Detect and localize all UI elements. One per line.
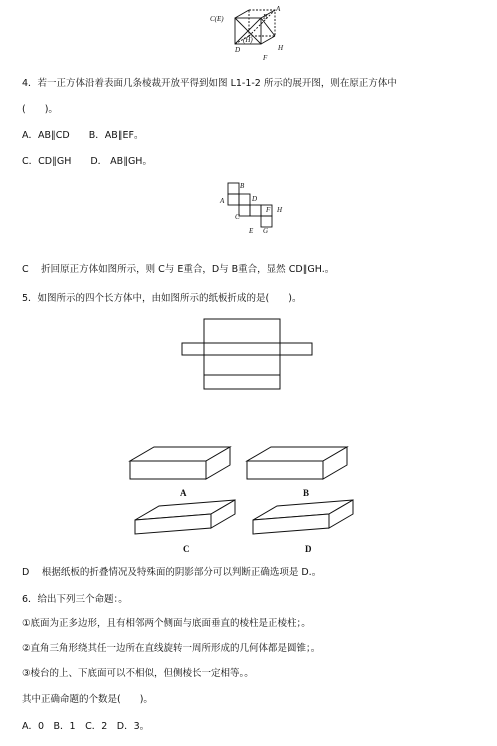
net-label-h: H	[277, 206, 283, 214]
q4-options-row1: A．AB∥CD B．AB∥EF。	[22, 130, 144, 141]
q6-proposition-1: ①底面为正多边形，且有相邻两个侧面与底面垂直的棱柱是正棱柱；。	[22, 618, 311, 629]
q4-line2: ( )。	[22, 104, 58, 115]
q5-answer: D 根据纸板的折叠情况及特殊面的阴影部分可以判断正确选项是 D.。	[22, 567, 322, 578]
q6-options: A．0 B．1 C．2 D．3。	[22, 721, 150, 732]
net-label-c: C	[235, 213, 240, 221]
cube-label-d: D	[235, 46, 241, 54]
q5-question: 5．如图所示的四个长方体中，由如图所示的纸板折成的是( )。	[22, 293, 302, 304]
net-label-f: F	[266, 206, 271, 214]
net-label-d: D	[252, 195, 258, 203]
net-label-b: B	[240, 182, 245, 190]
box-label-c: C	[183, 544, 190, 554]
q6-proposition-2: ②直角三角形绕其任一边所在直线旋转一周所形成的几何体都是圆锥；。	[22, 643, 321, 654]
q4-options-row2: C．CD∥GH D． AB∥GH。	[22, 156, 152, 167]
cube-label-ce: C(E)	[210, 15, 224, 23]
cube-label-f: F	[263, 54, 268, 62]
box-option-b	[243, 441, 355, 499]
net-label-g: G	[263, 227, 269, 235]
box-label-a: A	[180, 488, 187, 498]
q6-ask: 其中正确命题的个数是( )。	[22, 694, 153, 705]
q6-question: 6．给出下列三个命题：。	[22, 594, 128, 605]
q4-line1: 4．若一正方体沿着表面几条棱裁开放平得到如图 L1-1-2 所示的展开图，则在原正方体中	[22, 78, 397, 89]
cube-label-h-paren: (H)	[243, 36, 253, 44]
box-option-d	[249, 496, 361, 556]
box-option-c	[131, 496, 243, 556]
cube-figure	[205, 2, 295, 62]
q6-proposition-3: ③棱台的上、下底面可以不相似，但侧棱长一定相等。。	[22, 668, 254, 679]
box-label-b: B	[303, 488, 310, 498]
net-figure	[215, 177, 295, 237]
box-label-d: D	[305, 544, 312, 554]
q4-answer: C 折回原正方体如图所示，则 C与 E重合，D与 B重合，显然 CD∥GH.。	[22, 264, 335, 275]
cube-label-a: A	[276, 5, 281, 13]
cardboard-figure	[178, 316, 318, 394]
net-label-e: E	[249, 227, 254, 235]
net-label-a: A	[220, 197, 225, 205]
cube-label-b: B	[263, 13, 268, 21]
cube-label-h: H	[278, 44, 284, 52]
box-option-a	[126, 441, 238, 499]
